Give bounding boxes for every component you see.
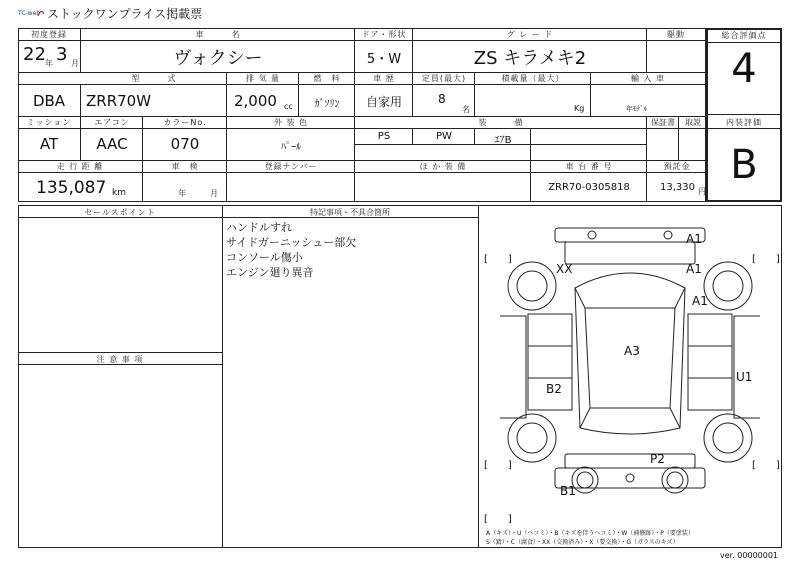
page-title: ストックワンプライス掲載票 [47, 7, 203, 21]
equipment-airbag: ｴｱB [494, 135, 512, 146]
displacement-value: 2,000 [234, 92, 277, 110]
car-name-value: ヴォクシー [173, 48, 263, 69]
car-damage-diagram [480, 218, 780, 518]
legend-line-1: A（キズ）・U（ヘコミ）・B（キズを伴うヘコミ）・W（補修跡）・P（要塗装） [486, 530, 694, 537]
notes-defects-label: 特記事項・不具合箇所 [310, 208, 390, 217]
import-label: 輸 入 車 [630, 74, 666, 83]
chassis-no-label: 車 台 番 号 [565, 162, 613, 171]
logo [18, 5, 44, 19]
interior-rating-value: B [730, 142, 758, 188]
other-equipment-label: ほ か 装 備 [419, 162, 467, 171]
damage-mark: A1 [692, 294, 708, 308]
import-note: 年ﾓﾃﾞﾙ [626, 105, 647, 113]
damage-mark: A1 [686, 262, 702, 276]
note-item: ハンドルすれ [226, 221, 292, 234]
warranty-label: 保証書 [651, 118, 675, 127]
damage-mark: A3 [624, 344, 640, 358]
aircon-label: エアコン [94, 118, 130, 127]
grade-value: ZS キラメキ2 [473, 48, 587, 69]
bracket-right-bottom: [ ] [752, 460, 780, 471]
chassis-no-value: ZRR70-0305818 [548, 182, 630, 193]
fuel-value: ｶﾞｿﾘﾝ [314, 99, 340, 110]
version-text: ver. 00000001 [720, 551, 779, 560]
equipment-label: 装 備 [478, 118, 524, 127]
mission-value: AT [39, 135, 59, 153]
note-item: サイドガーニッシュー部欠 [226, 236, 357, 249]
month-unit: 月 [71, 59, 79, 68]
grade-label: グ レ ー ド [506, 30, 554, 39]
month-value: 3 [56, 44, 68, 65]
bracket-left-low: [ ] [484, 514, 512, 525]
bracket-left-bottom: [ ] [484, 460, 512, 471]
aircon-value: AAC [96, 135, 128, 153]
inspection-year-unit: 年 [178, 189, 186, 198]
door-shape-value: 5・W [366, 52, 402, 67]
capacity-label: 定員(最大) [421, 74, 467, 83]
interior-rating-label: 内装評価 [726, 118, 762, 127]
drive-label: 駆動 [667, 30, 685, 39]
color-no-value: 070 [170, 135, 200, 153]
damage-mark: B2 [546, 382, 562, 396]
history-value: 自家用 [365, 95, 402, 109]
color-no-label: カラーNo. [163, 118, 207, 127]
damage-mark: U1 [736, 370, 753, 384]
year-value: 22 [23, 44, 46, 65]
damage-mark: B1 [560, 484, 576, 498]
bracket-right-top: [ ] [752, 254, 780, 265]
capacity-value: 8 [438, 92, 446, 106]
equipment-ps: PS [377, 131, 391, 142]
deposit-value: 13,330 [660, 182, 695, 193]
bracket-left-top: [ ] [484, 254, 512, 265]
sales-point-label: セールスポイント [84, 208, 156, 217]
inspection-label: 車 検 [171, 162, 199, 171]
legend-line-2: S（錆）・C（腐食）・XX（交換済み）・X（要交換）・G（ガラスのキズ） [486, 539, 679, 546]
overall-rating-value: 4 [731, 46, 757, 92]
capacity-unit: 名 [462, 105, 470, 114]
manual-label: 取説 [685, 118, 701, 127]
displacement-unit: cc [284, 102, 293, 111]
tc-web-logo-icon [18, 6, 44, 20]
deposit-label: 預託金 [663, 162, 691, 171]
model-type-label: 型 式 [131, 74, 177, 83]
overall-rating-label: 総合評価点 [721, 31, 767, 40]
exterior-color-value: ﾊﾟｰﾙ [281, 142, 301, 153]
car-name-label: 車 名 [195, 30, 241, 39]
fuel-label: 燃 料 [313, 74, 341, 83]
mileage-label: 走 行 距 離 [56, 162, 104, 171]
damage-mark: XX [556, 262, 573, 276]
mission-label: ミッション [26, 118, 72, 127]
car-outline-icon [480, 218, 780, 518]
mileage-unit: km [112, 188, 126, 198]
load-unit: Kg [574, 104, 585, 113]
plate-label: 登録ナンバー [264, 162, 318, 171]
note-item: エンジン廻り異音 [226, 266, 314, 279]
exterior-color-label: 外 装 色 [273, 118, 309, 127]
note-item: コンソール傷小 [226, 251, 303, 264]
caution-label: 注 意 事 項 [96, 355, 144, 364]
model-code-value: ZRR70W [86, 92, 152, 110]
model-prefix-value: DBA [32, 92, 66, 110]
displacement-label: 排 気 量 [245, 74, 281, 83]
equipment-pw: PW [436, 131, 452, 142]
mileage-value: 135,087 [36, 178, 107, 198]
history-label: 車 歴 [373, 74, 395, 83]
deposit-unit: 円 [698, 187, 706, 196]
damage-mark: A1 [686, 232, 702, 246]
svg-text:TC-web: TC-web [18, 10, 41, 17]
damage-mark: P2 [650, 452, 665, 466]
first-reg-label: 初度登録 [31, 30, 67, 39]
notes-list [226, 220, 356, 280]
inspection-month-unit: 月 [210, 189, 218, 198]
year-unit: 年 [45, 59, 53, 68]
load-label: 積載量（最大） [501, 74, 565, 83]
door-shape-label: ドア・形状 [361, 30, 407, 39]
